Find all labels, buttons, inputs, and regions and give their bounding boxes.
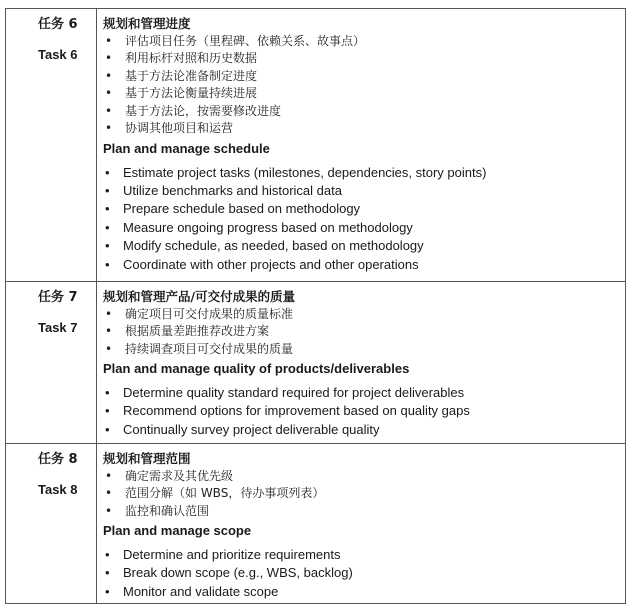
list-item: • 确定项目可交付成果的质量标准: [103, 306, 617, 324]
task-title-cn: 规划和管理产品/可交付成果的质量: [103, 289, 296, 304]
list-item: • Break down scope (e.g., WBS, backlog): [103, 564, 617, 582]
task-label-cell: [6, 9, 97, 282]
list-item: • Prepare schedule based on methodology: [103, 200, 617, 218]
list-item: • 评估项目任务（里程碑、依赖关系、故事点）: [103, 33, 617, 51]
task-label-cn: 任务 8: [38, 452, 78, 467]
task-items-cn: [103, 306, 617, 359]
list-item: • 基于方法论，按需要修改进度: [103, 103, 617, 121]
list-item: • 利用标杆对照和历史数据: [103, 50, 617, 68]
list-item: • Measure ongoing progress based on methodology: [103, 219, 617, 237]
list-item: • 根据质量差距推荐改进方案: [103, 323, 617, 341]
list-item: • Estimate project tasks (milestones, dependencies, story points): [103, 164, 617, 182]
list-item: • Modify schedule, as needed, based on methodology: [103, 237, 617, 255]
task-title-en: Plan and manage schedule: [103, 140, 270, 156]
list-item: • Determine and prioritize requirements: [103, 546, 617, 564]
task-label-en: Task 6: [38, 47, 78, 62]
list-item: • 基于方法论准备制定进度: [103, 68, 617, 86]
task-title-en: Plan and manage scope: [103, 523, 252, 538]
task-items-cn: [103, 33, 617, 138]
task-content-cell: [97, 444, 626, 604]
task-items-en: [103, 546, 617, 601]
task-items-en: [103, 164, 617, 274]
list-item: • Utilize benchmarks and historical data: [103, 182, 617, 200]
task-items-cn: [103, 468, 617, 521]
task-row-8: [6, 444, 626, 604]
task-title-cn: 规划和管理进度: [103, 16, 191, 31]
task-label-en: Task 7: [38, 320, 78, 335]
task-label-en: Task 8: [38, 482, 78, 497]
task-row-7: [6, 282, 626, 444]
list-item: • Continually survey project deliverable quality: [103, 421, 617, 439]
list-item: • 基于方法论衡量持续进展: [103, 85, 617, 103]
list-item: • Determine quality standard required for project deliverables: [103, 384, 617, 402]
list-item: • Recommend options for improvement based on quality gaps: [103, 402, 617, 420]
task-label-cell: [6, 282, 97, 444]
list-item: • 协调其他项目和运营: [103, 120, 617, 138]
list-item: • 持续调查项目可交付成果的质量: [103, 341, 617, 359]
task-label-cn: 任务 6: [38, 17, 78, 32]
list-item: • Coordinate with other projects and other operations: [103, 256, 617, 274]
task-row-6: [6, 9, 626, 282]
task-items-en: [103, 384, 617, 439]
list-item: • 确定需求及其优先级: [103, 468, 617, 486]
task-table: [5, 8, 626, 604]
task-content-cell: [97, 282, 626, 444]
task-label-cell: [6, 444, 97, 604]
list-item: • 监控和确认范围: [103, 503, 617, 521]
task-title-cn: 规划和管理范围: [103, 451, 191, 466]
task-title-en: Plan and manage quality of products/deliverables: [103, 361, 410, 376]
task-content-cell: [97, 9, 626, 282]
task-label-cn: 任务 7: [38, 290, 78, 305]
list-item: • 范围分解（如 WBS，待办事项列表）: [103, 485, 617, 503]
list-item: • Monitor and validate scope: [103, 583, 617, 601]
